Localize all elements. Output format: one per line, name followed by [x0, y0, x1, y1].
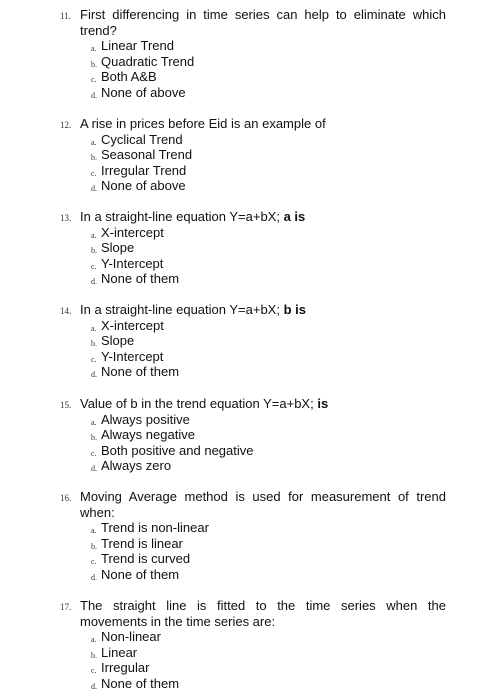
- option-text: Y-Intercept: [101, 348, 164, 364]
- option-text: Always zero: [101, 458, 172, 473]
- question-15: [60, 396, 446, 474]
- option-letter: c.: [91, 666, 97, 675]
- option-text: Irregular Trend: [101, 162, 187, 178]
- option-text: X-intercept: [101, 317, 164, 333]
- option-d: [60, 364, 446, 380]
- question-stem: [60, 302, 446, 318]
- question-text-plain: Value of b in the trend equation Y=a+bX;: [80, 396, 318, 411]
- option-text: X-intercept: [101, 224, 164, 240]
- option-list: [60, 318, 446, 380]
- question-number: 14.: [60, 306, 72, 316]
- option-d: [60, 85, 446, 101]
- option-text: Seasonal Trend: [101, 147, 193, 162]
- option-text: None of them: [101, 364, 180, 379]
- option-letter: d.: [91, 277, 97, 286]
- option-text: Irregular: [101, 660, 150, 675]
- question-text: A rise in prices before Eid is an example of: [80, 116, 326, 131]
- option-c: [60, 349, 446, 365]
- option-letter: a.: [91, 417, 97, 427]
- option-b: [60, 645, 446, 661]
- question-16: [60, 489, 446, 582]
- option-c: [60, 443, 446, 459]
- option-text: Trend is linear: [101, 535, 183, 551]
- question-text-plain: In a straight-line equation Y=a+bX;: [80, 302, 284, 317]
- option-letter: a.: [91, 323, 97, 333]
- option-letter: d.: [91, 681, 97, 691]
- option-text: None of them: [101, 566, 180, 582]
- question-text: The straight line is fitted to the time series when the movements in the time series are:: [80, 598, 446, 629]
- question-text: Moving Average method is used for measurement of trend when:: [80, 489, 446, 520]
- option-d: [60, 567, 446, 583]
- option-text: Always negative: [101, 427, 195, 442]
- option-d: [60, 458, 446, 474]
- option-text: Y-Intercept: [101, 255, 164, 271]
- option-text: Non-linear: [101, 629, 161, 644]
- option-letter: c.: [91, 75, 97, 84]
- option-a: [60, 132, 446, 148]
- option-d: [60, 271, 446, 287]
- option-letter: d.: [91, 370, 97, 379]
- option-b: [60, 147, 446, 163]
- question-stem: [60, 598, 446, 629]
- question-text: First differencing in time series can help to eliminate which trend?: [80, 7, 446, 38]
- option-letter: d.: [91, 572, 97, 582]
- option-letter: a.: [91, 137, 97, 147]
- question-stem: [60, 116, 446, 132]
- option-letter: a.: [91, 635, 97, 644]
- option-letter: b.: [91, 59, 97, 69]
- question-stem: [60, 489, 446, 520]
- option-b: [60, 54, 446, 70]
- option-b: [60, 536, 446, 552]
- option-text: Linear: [101, 644, 138, 660]
- option-text: Linear Trend: [101, 38, 174, 53]
- option-text: Cyclical Trend: [101, 131, 183, 147]
- option-list: [60, 629, 446, 691]
- question-number: 15.: [60, 400, 72, 410]
- question-11: [60, 7, 446, 100]
- option-d: [60, 676, 446, 692]
- option-letter: d.: [91, 90, 97, 100]
- option-letter: a.: [91, 230, 97, 240]
- option-a: [60, 318, 446, 334]
- option-letter: b.: [91, 541, 97, 551]
- option-a: [60, 225, 446, 241]
- question-text-plain: In a straight-line equation Y=a+bX;: [80, 209, 284, 224]
- option-a: [60, 412, 446, 428]
- option-text: None of above: [101, 84, 186, 100]
- option-letter: b.: [91, 153, 97, 162]
- option-b: [60, 427, 446, 443]
- question-text-bold: a is: [283, 209, 306, 224]
- option-letter: a.: [91, 44, 97, 53]
- question-17: [60, 598, 446, 691]
- question-number: 17.: [60, 602, 72, 612]
- option-list: [60, 38, 446, 100]
- option-text: Always positive: [101, 411, 190, 427]
- option-letter: c.: [91, 557, 97, 566]
- option-c: [60, 69, 446, 85]
- option-text: Both A&B: [101, 69, 157, 84]
- option-c: [60, 660, 446, 676]
- option-b: [60, 333, 446, 349]
- option-a: [60, 520, 446, 536]
- option-c: [60, 551, 446, 567]
- question-stem: [60, 396, 446, 412]
- option-list: [60, 412, 446, 474]
- option-letter: b.: [91, 433, 97, 442]
- option-letter: b.: [91, 339, 97, 348]
- question-text-bold: b is: [283, 302, 306, 317]
- option-letter: a.: [91, 526, 97, 535]
- question-number: 11.: [60, 11, 71, 21]
- option-letter: b.: [91, 246, 97, 255]
- question-stem: [60, 209, 446, 225]
- option-text: None of them: [101, 271, 180, 286]
- option-text: Slope: [101, 240, 135, 255]
- question-text: [80, 209, 305, 224]
- question-text: [80, 396, 328, 411]
- question-number: 12.: [60, 120, 72, 130]
- option-letter: c.: [91, 448, 97, 458]
- option-a: [60, 629, 446, 645]
- option-c: [60, 163, 446, 179]
- question-number: 13.: [60, 213, 72, 223]
- option-d: [60, 178, 446, 194]
- option-text: None of them: [101, 675, 180, 691]
- option-text: Both positive and negative: [101, 442, 254, 458]
- option-letter: c.: [91, 168, 97, 178]
- question-14: [60, 302, 446, 380]
- option-text: Slope: [101, 333, 135, 348]
- question-13: [60, 209, 446, 287]
- option-letter: d.: [91, 464, 97, 473]
- question-text: [80, 302, 306, 317]
- option-text: None of above: [101, 178, 186, 193]
- option-letter: b.: [91, 650, 97, 660]
- option-letter: c.: [91, 261, 97, 271]
- option-c: [60, 256, 446, 272]
- option-list: [60, 520, 446, 582]
- option-list: [60, 132, 446, 194]
- option-text: Trend is non-linear: [101, 520, 209, 535]
- option-a: [60, 38, 446, 54]
- option-text: Trend is curved: [101, 551, 191, 566]
- option-letter: c.: [91, 354, 97, 364]
- question-stem: [60, 7, 446, 38]
- question-text-bold: is: [317, 396, 329, 411]
- option-text: Quadratic Trend: [101, 53, 195, 69]
- option-list: [60, 225, 446, 287]
- question-12: [60, 116, 446, 194]
- question-number: 16.: [60, 493, 72, 503]
- option-b: [60, 240, 446, 256]
- option-letter: d.: [91, 184, 97, 193]
